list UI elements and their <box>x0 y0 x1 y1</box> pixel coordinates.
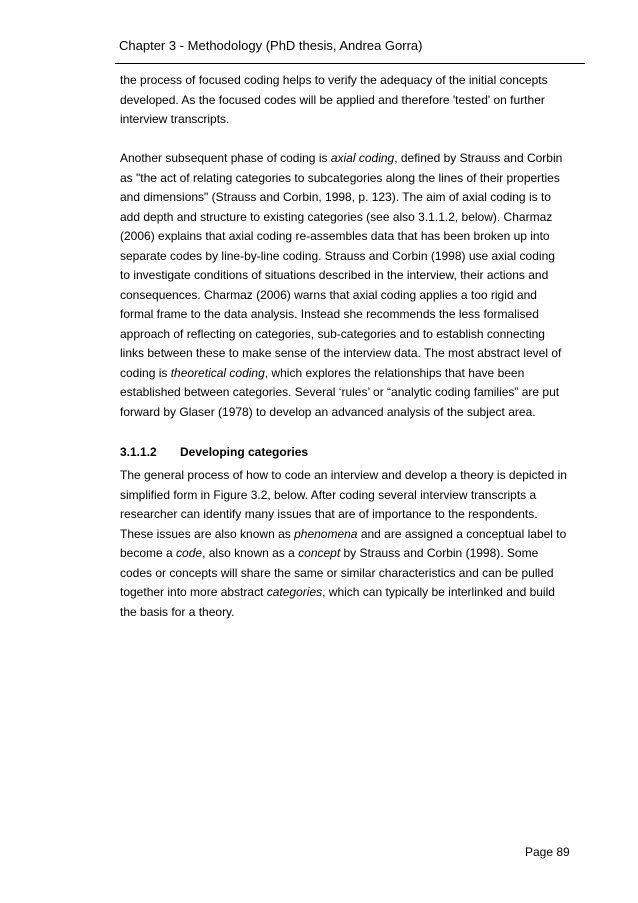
text-run: and are assigned a conceptual label to <box>357 526 567 541</box>
page-body <box>120 71 580 622</box>
paragraph-gap <box>120 130 580 150</box>
text-line: approach of reflecting on categories, sub-categories and to establish connecting <box>120 326 545 341</box>
term-code: code <box>176 546 203 560</box>
text-line: separate codes by line-by-line coding. Strauss and Corbin (1998) use axial coding <box>120 248 555 263</box>
text-line: links between these to make sense of the interview data. The most abstract level of <box>120 346 562 360</box>
running-header: Chapter 3 - Methodology (PhD thesis, Andrea Gorra) <box>119 38 423 53</box>
section-title: Developing categories <box>180 444 309 459</box>
text-line: add depth and structure to existing categories (see also 3.1.1.2, below). Charmaz <box>120 209 553 224</box>
text-line: interview transcripts. <box>120 112 230 126</box>
paragraph-developing-categories <box>120 466 580 622</box>
text-line: researcher can identify many issues that are of importance to the respondents. <box>120 507 538 521</box>
text-line: forward by Glaser (1978) to develop an advanced analysis of the subject area. <box>120 404 536 419</box>
page-number: Page 89 <box>525 845 570 859</box>
text-line <box>120 525 580 545</box>
term-concept: concept <box>298 546 341 560</box>
text-run: Another subsequent phase of coding is <box>120 151 331 165</box>
text-line: developed. As the focused codes will be applied and therefore 'tested' on further <box>120 92 545 107</box>
term-theoretical-coding: theoretical coding <box>170 365 265 380</box>
text-run: coding is <box>120 365 171 380</box>
text-run: , also known as a <box>202 546 299 560</box>
text-line: formal frame to the data analysis. Instead she recommends the less formalised <box>120 307 539 321</box>
header-divider <box>115 63 585 64</box>
text-run: by Strauss and Corbin (1998). Some <box>340 546 539 560</box>
text-line: as "the act of relating categories to subcategories along the lines of their properties <box>120 170 560 185</box>
section-heading <box>120 443 580 463</box>
text-line <box>120 364 580 384</box>
text-line: codes or concepts will share the same or similar characteristics and can be pulled <box>120 565 554 580</box>
text-run: together into more abstract <box>120 585 267 599</box>
text-line: and dimensions" (Strauss and Corbin, 1998, p. 123). The aim of axial coding is to <box>120 190 551 204</box>
text-line: the basis for a theory. <box>120 604 235 619</box>
text-line: simplified form in Figure 3.2, below. After coding several interview transcripts a <box>120 487 537 502</box>
text-line <box>120 544 580 564</box>
term-phenomena: phenomena <box>294 526 358 541</box>
text-run: , which can typically be interlinked and build <box>322 585 555 599</box>
text-line: consequences. Charmaz (2006) warns that axial coding applies a too rigid and <box>120 287 537 302</box>
text-line: established between categories. Several ‘rules’ or “analytic coding families” are put <box>120 385 560 399</box>
text-line <box>120 149 580 169</box>
section-number: 3.1.1.2 <box>120 444 157 459</box>
text-run: , defined by Strauss and Corbin <box>394 151 563 165</box>
text-line: The general process of how to code an interview and develop a theory is depicted in <box>120 468 567 482</box>
paragraph-focused-coding <box>120 71 580 130</box>
text-line <box>120 583 580 603</box>
text-line: to investigate conditions of situations described in the interview, their actions and <box>120 268 549 282</box>
text-line: (2006) explains that axial coding re-assembles data that has been broken up into <box>120 229 550 243</box>
text-line: the process of focused coding helps to verify the adequacy of the initial concepts <box>120 73 548 87</box>
text-run: , which explores the relationships that have been <box>264 365 525 380</box>
paragraph-gap <box>120 422 580 442</box>
text-run: become a <box>120 546 177 560</box>
text-run: These issues are also known as <box>120 526 295 541</box>
term-axial-coding: axial coding <box>330 151 395 165</box>
term-categories: categories <box>266 585 323 599</box>
paragraph-axial-coding <box>120 149 580 422</box>
